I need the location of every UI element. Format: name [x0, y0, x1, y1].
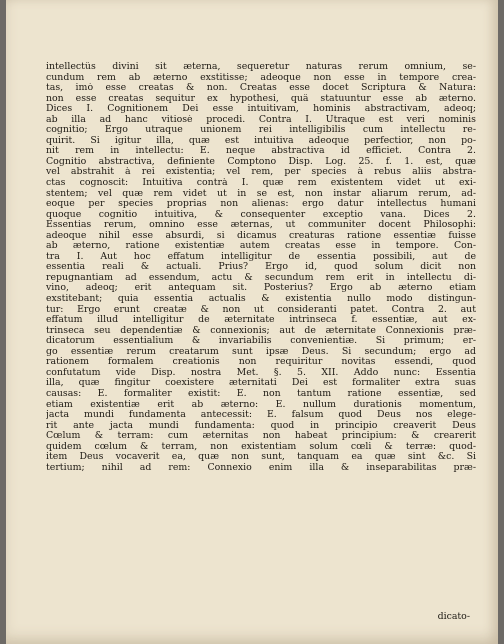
text-line: adeoque nihil esse absurdi, si dicamus creaturas ratione essentiæ fuisse — [46, 230, 476, 241]
text-line: vel abstrahit à rei existentia; vel rem, per species à rebus aliis abstra- — [46, 167, 476, 178]
text-line: tertium; nihil ad rem: Connexio enim illa & inseparabilitas præ- — [46, 462, 476, 473]
text-line: causas: E. formaliter existit: E. non tantum ratione essentiæ, sed — [46, 388, 476, 399]
text-line: exstitebant; quia essentia actualis & existentia nullo modo distingun- — [46, 294, 476, 305]
text-line: essentia reali & actuali. Prius? Ergo id, quod solum dicit non — [46, 262, 476, 273]
text-line: stentem; vel quæ rem videt ut in se est, non instar aliarum rerum, ad- — [46, 188, 476, 199]
text-line: confutatum vide Disp. nostra Met. §. 5. XII. Addo nunc: Essentia — [46, 367, 476, 378]
text-line: Cœlum & terram: cum æternitas non habeat principium: & crearerit — [46, 431, 476, 442]
text-line: tra I. Aut hoc effatum intelligitur de essentia possibili, aut de — [46, 251, 476, 262]
text-line: vino, adeoq; erit antequam sit. Posterius? Ergo ab æterno etiam — [46, 283, 476, 294]
text-line: trinseca seu dependentiæ & connexionis; aut de æternitate Connexionis præ- — [46, 325, 476, 336]
text-line: rit ante jacta mundi fundamenta: quod in principio creaverit Deus — [46, 420, 476, 431]
text-line: quirit. Si igitur illa, quæ est intuitiva adeoque perfectior, non po- — [46, 135, 476, 146]
text-line: ab æterno, ratione existentiæ autem creatas esse in tempore. Con- — [46, 241, 476, 252]
text-line: ctas cognoscit: Intuitiva contrà I. quæ rem existentem videt ut exi- — [46, 178, 476, 189]
text-line: illa, quæ fingitur coexistere æternitati Dei est formaliter extra suas — [46, 378, 476, 389]
text-line: cognitio; Ergo utraque unionem rei intelligibilis cum intellectu re- — [46, 125, 476, 136]
document-page — [6, 0, 498, 644]
text-line: nit rem in intellectu: E. neque abstractiva id efficiet. Contra 2. — [46, 146, 476, 157]
text-line: item Deus vocaverit ea, quæ non sunt, tanquam ea quæ sint &c. Si — [46, 452, 476, 463]
text-line: tur: Ergo erunt creatæ & non ut consideranti patet. Contra 2. aut — [46, 304, 476, 315]
catchword: dicato- — [437, 611, 470, 622]
text-line: effatum illud intelligitur de æternitate intrinseca f. essentiæ, aut ex- — [46, 315, 476, 326]
text-line: eoque per species proprias non alienas: ergo datur intellectus humani — [46, 199, 476, 210]
text-line: rationem formalem creationis non requiritur novitas essendi, quod — [46, 357, 476, 368]
text-line: repugnantiam ad essendum, actu & secundum rem erit in intellectu di- — [46, 272, 476, 283]
text-line: etiam existentiæ erit ab æterno: E. nullum durationis momentum, — [46, 399, 476, 410]
text-line: Dices I. Cognitionem Dei esse intuitivam, hominis abstractivam, adeoq; — [46, 104, 476, 115]
text-line: quoque cognitio intuitiva, & consequenter exceptio vana. Dices 2. — [46, 209, 476, 220]
text-line: dicatorum essentialium & invariabilis convenientiæ. Si primum; er- — [46, 336, 476, 347]
text-line: cundum rem ab æterno exstitisse; adeoque non esse in tempore crea- — [46, 72, 476, 83]
text-line: quidem cœlum & terram, non existentiam solum cœli & terræ: quod- — [46, 441, 476, 452]
text-line: jacta mundi fundamenta antecessit: E. falsum quod Deus nos elege- — [46, 410, 476, 421]
text-line: non esse creatas sequitur ex hypothesi, quâ statuuntur esse ab æterno. — [46, 93, 476, 104]
text-line: Cognitio abstractiva, definiente Comptono Disp. Log. 25. f. 1. est, quæ — [46, 156, 476, 167]
text-line: tas, imò esse creatas & non. Creatas esse docet Scriptura & Natura: — [46, 83, 476, 94]
text-line: Essentias rerum, omnino esse æternas, ut communiter docent Philosophi: — [46, 220, 476, 231]
body-text — [46, 62, 476, 473]
text-line: intellectûs divini sit æterna, sequeretur naturas rerum omnium, se- — [46, 62, 476, 72]
text-line: go essentiæ rerum creatarum sunt ipsæ Deus. Si secundum; ergo ad — [46, 346, 476, 357]
text-line: ab illa ad hanc vitiosè procedi. Contra I. Utraque est veri nominis — [46, 114, 476, 125]
